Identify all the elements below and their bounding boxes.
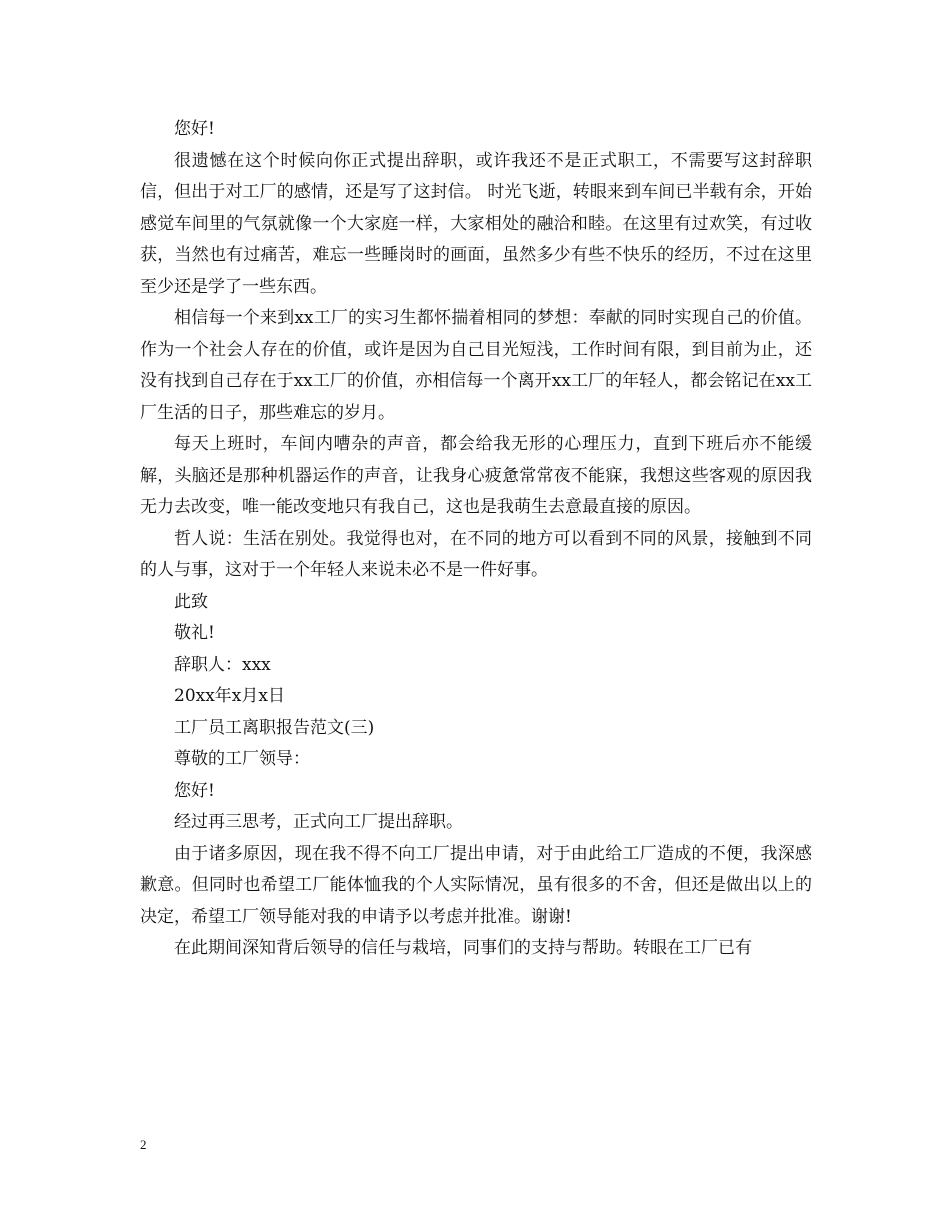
- paragraph-greeting: 您好!: [174, 119, 215, 139]
- paragraph-regret: 很遗憾在这个时候向你正式提出辞职，或许我还不是正式职工，不需要写这封辞职信，但出于对工厂的感情，还是写了这封信。 时光飞逝，转眼来到车间已半载有余，开始感觉车间里的气氛就像一个大家庭一样，大家相处的融洽和睦。在这里有过欢笑，有过收获，当然也有过痛苦，难忘一些睡岗时的画面，虽然多少有些不快乐的经历，不过在这里至少还是学了一些东西。: [140, 150, 812, 297]
- paragraph-reasons: 由于诸多原因，现在我不得不向工厂提出申请，对于由此给工厂造成的不便，我深感歉意。但同时也希望工厂能体恤我的个人实际情况，虽有很多的不舍，但还是做出以上的决定，希望工厂领导能对我的申请予以考虑并批准。谢谢!: [140, 843, 812, 927]
- closing-jingli: 敬礼!: [174, 623, 215, 643]
- letter-date: 20xx年x月x日: [174, 686, 285, 706]
- section-title: 工厂员工离职报告范文(三): [174, 717, 375, 738]
- paragraph-decision: 经过再三思考，正式向工厂提出辞职。: [174, 812, 463, 832]
- page-number: 2: [140, 1137, 147, 1152]
- paragraph-philosopher: 哲人说：生活在别处。我觉得也对，在不同的地方可以看到不同的风景，接触到不同的人与事，这对于一个年轻人来说未必不是一件好事。: [140, 528, 812, 580]
- closing-cizhi: 此致: [174, 591, 208, 612]
- salutation: 尊敬的工厂领导：: [174, 749, 310, 769]
- paragraph-dream: 相信每一个来到xx工厂的实习生都怀揣着相同的梦想：奉献的同时实现自己的价值。作为一个社会人存在的价值，或许是因为自己目光短浅，工作时间有限，到目前为止，还没有找到自己存在于xx工厂的价值，亦相信每一个离开xx工厂的年轻人，都会铭记在xx工厂生活的日子，那些难忘的岁月。: [140, 308, 812, 423]
- document-body: [140, 114, 812, 965]
- paragraph-gratitude: 在此期间深知背后领导的信任与栽培，同事们的支持与帮助。转眼在工厂已有: [174, 938, 752, 958]
- paragraph-pressure: 每天上班时，车间内嘈杂的声音，都会给我无形的心理压力，直到下班后亦不能缓解，头脑还是那种机器运作的声音，让我身心疲惫常常夜不能寐，我想这些客观的原因我无力去改变，唯一能改变地只有我自己，这也是我萌生去意最直接的原因。: [140, 434, 812, 517]
- resigner-signature: 辞职人：xxx: [174, 654, 271, 675]
- paragraph-greeting-2: 您好!: [174, 780, 215, 801]
